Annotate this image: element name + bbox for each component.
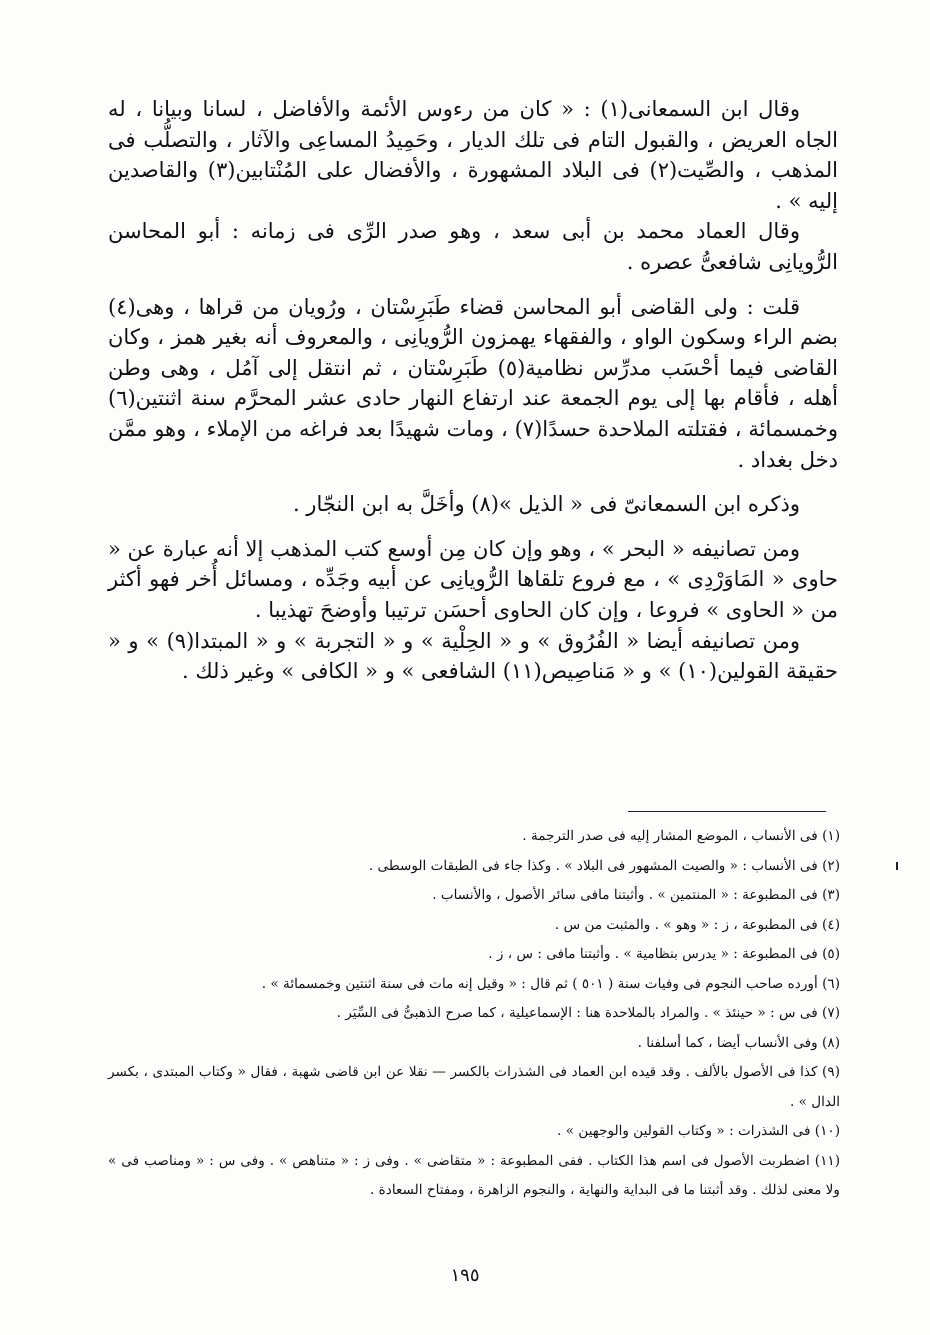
paragraph-samani-quote: وقال ابن السمعانى(١) : « كان من رءوس الأئمة والأفاضل ، لسانا وبيانا ، له الجاه العريض ، والقبول التام فى تلك الديار ، وحَمِيدُ المساعِى والآثار ، والتصلُّب فى المذهب ، والصِّيت(٢) فى البلاد المشهورة ، والأفضال على المُنْتابين(٣) والقاصدين إليه » . <box>108 97 839 213</box>
footnote: (٣) فى المطبوعة : « المنتمين » . وأثبتنا مافى سائر الأصول ، والأنساب . <box>432 887 840 903</box>
footnote: (١٠) فى الشذرات : « وكتاب القولين والوجهين » . <box>557 1123 840 1139</box>
footnote: (٢) فى الأنساب : « والصيت المشهور فى البلاد » . وكذا جاء فى الطبقات الوسطى . <box>368 857 840 874</box>
footnotes <box>108 822 840 1206</box>
footnote: (٥) فى المطبوعة : « يدرس بنظامية » . وأثبتنا مافى : س ، ز . <box>488 946 840 962</box>
paragraph-dhayl: وذكره ابن السمعانىّ فى « الذيل »(٨) وأخَلَّ به ابن النجّار . <box>292 492 800 517</box>
paragraph-imad-quote: وقال العماد محمد بن أبى سعد ، وهو صدر الرِّى فى زمانه : أبو المحاسن الرُّويانِى شافعىُّ عصره . <box>108 219 838 274</box>
footnote-separator <box>628 811 826 812</box>
footnote: (١١) اضطربت الأصول فى اسم هذا الكتاب . ففى المطبوعة : « متقاضى » . وفى ز : « متناهص » . وفى س : « ومناصب فى » ولا معنى لذلك . وقد أثبتنا ما فى البداية والنهاية ، والنجوم الزاهرة ، ومفتاح السعادة . <box>108 1152 840 1198</box>
main-text <box>108 94 838 687</box>
footnote: (٨) وفى الأنساب أيضا ، كما أسلفنا . <box>637 1034 840 1051</box>
paragraph-bahr: ومن تصانيفه « البحر » ، وهو وإن كان مِن أوسع كتب المذهب إلا أنه عبارة عن « حاوى « المَاوَرْدِى » ، مع فروع تلقاها الرُّويانِى عن أبيه وجَدِّه ، ومسائل أُخر فهو أكثر من « الحاوى » فروعا ، وإن كان الحاوى أحسَن ترتيبا وأوضحَ تهذيبا . <box>108 536 838 622</box>
margin-mark <box>896 862 898 870</box>
footnote: (٤) فى المطبوعة ، ز : « وهو » . والمثبت من س . <box>554 916 840 933</box>
page-number: ١٩٥ <box>450 1265 480 1286</box>
footnote: (٧) فى س : « حينئذ » . والمراد بالملاحدة هنا : الإسماعيلية ، كما صرح الذهبىُّ فى السِّيَر . <box>336 1005 840 1021</box>
footnote: (١) فى الأنساب ، الموضع المشار إليه فى صدر الترجمة . <box>522 828 840 844</box>
paragraph-author-note: قلت : ولى القاضى أبو المحاسن قضاء طَبَرِسْتان ، ورُويان من قراها ، وهى(٤) بضم الراء وسكون الواو ، والفقهاء يهمزون الرُّويانِى ، والمعروف أنه بغير همز ، وكان القاضى فيما أحْسَب مدرِّس نظامية(٥) طَبَرِسْتان ، ثم انتقل إلى آمُل ، وهى وطن أهله ، فأقام بها إلى يوم الجمعة عند ارتفاع النهار حادى عشر المحرَّم سنة اثنتين(٦) وخمسمائة ، فقتلته الملاحدة حسدًا(٧) ، ومات شهيدًا بعد فراغه من الإملاء ، وهو ممَّن دخل بغداد . <box>108 294 838 472</box>
footnote: (٦) أورده صاحب النجوم فى وفيات سنة ( ٥٠١ ) ثم قال : « وقيل إنه مات فى سنة اثنتين وخمسمائة » . <box>261 975 840 992</box>
footnote: (٩) كذا فى الأصول بالألف . وقد قيده ابن العماد فى الشذرات بالكسر — نقلا عن ابن قاضى شهبة ، فقال « وكتاب المبتدى ، بكسر الدال » . <box>108 1064 840 1110</box>
paragraph-other-works: ومن تصانيفه أيضا « الفُرُوق » و « الحِلْية » و « التجربة » و « المبتدا(٩) » و « حقيقة القولين(١٠) » و « مَناصِيص(١١) الشافعى » و « الكافى » وغير ذلك . <box>108 628 838 684</box>
